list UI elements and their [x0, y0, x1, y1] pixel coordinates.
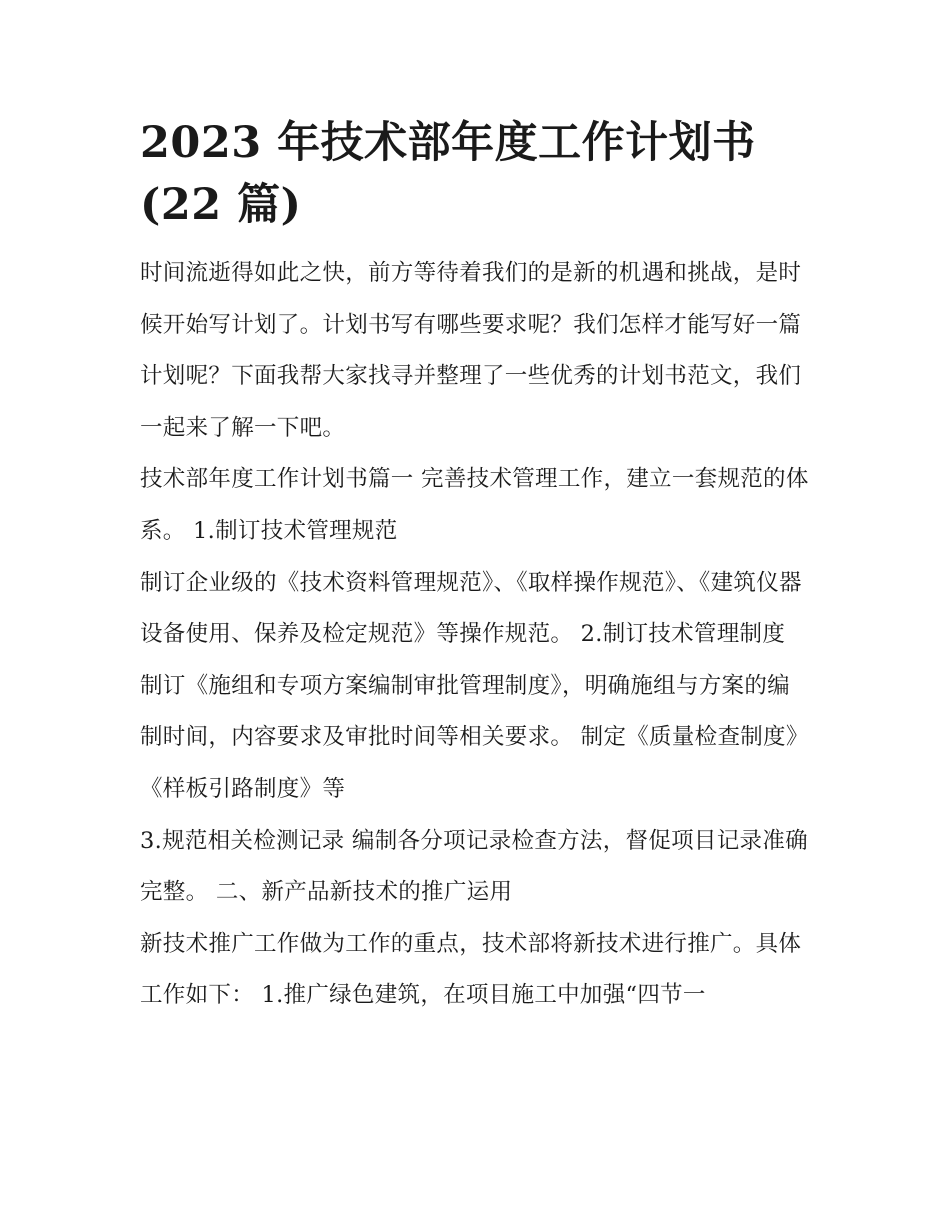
title-line-1: 2023 年技术部年度工作计划书 [140, 118, 756, 168]
new-technology-paragraph: 新技术推广工作做为工作的重点，技术部将新技术进行推广。具体工作如下： 1.推广绿色建筑，在项目施工中加强“四节一 [140, 930, 802, 1009]
inspection-record-paragraph: 3.规范相关检测记录 编制各分项记录检查方法，督促项目记录准确完整。 二、新产品新技术的推广运用 [140, 827, 808, 906]
title-line-2: (22 篇) [140, 180, 302, 230]
document-title [140, 112, 812, 236]
document-body [140, 112, 812, 1022]
technical-specification-paragraph: 制订企业级的《技术资料管理规范》、《取样操作规范》、《建筑仪器设备使用、保养及检定规范》等操作规范。 2.制订技术管理制度 [140, 569, 802, 648]
section-one-heading-paragraph: 技术部年度工作计划书篇一 完善技术管理工作，建立一套规范的体系。 1.制订技术管理规范 [140, 466, 809, 544]
management-system-paragraph: 制订《施组和专项方案编制审批管理制度》，明确施组与方案的编制时间，内容要求及审批时间等相关要求。 制定《质量检查制度》《样板引路制度》等 [140, 672, 809, 802]
intro-paragraph: 时间流逝得如此之快，前方等待着我们的是新的机遇和挑战，是时候开始写计划了。计划书写有哪些要求呢？我们怎样才能写好一篇计划呢？下面我帮大家找寻并整理了一些优秀的计划书范文，我们一起来了解一下吧。 [140, 260, 802, 441]
